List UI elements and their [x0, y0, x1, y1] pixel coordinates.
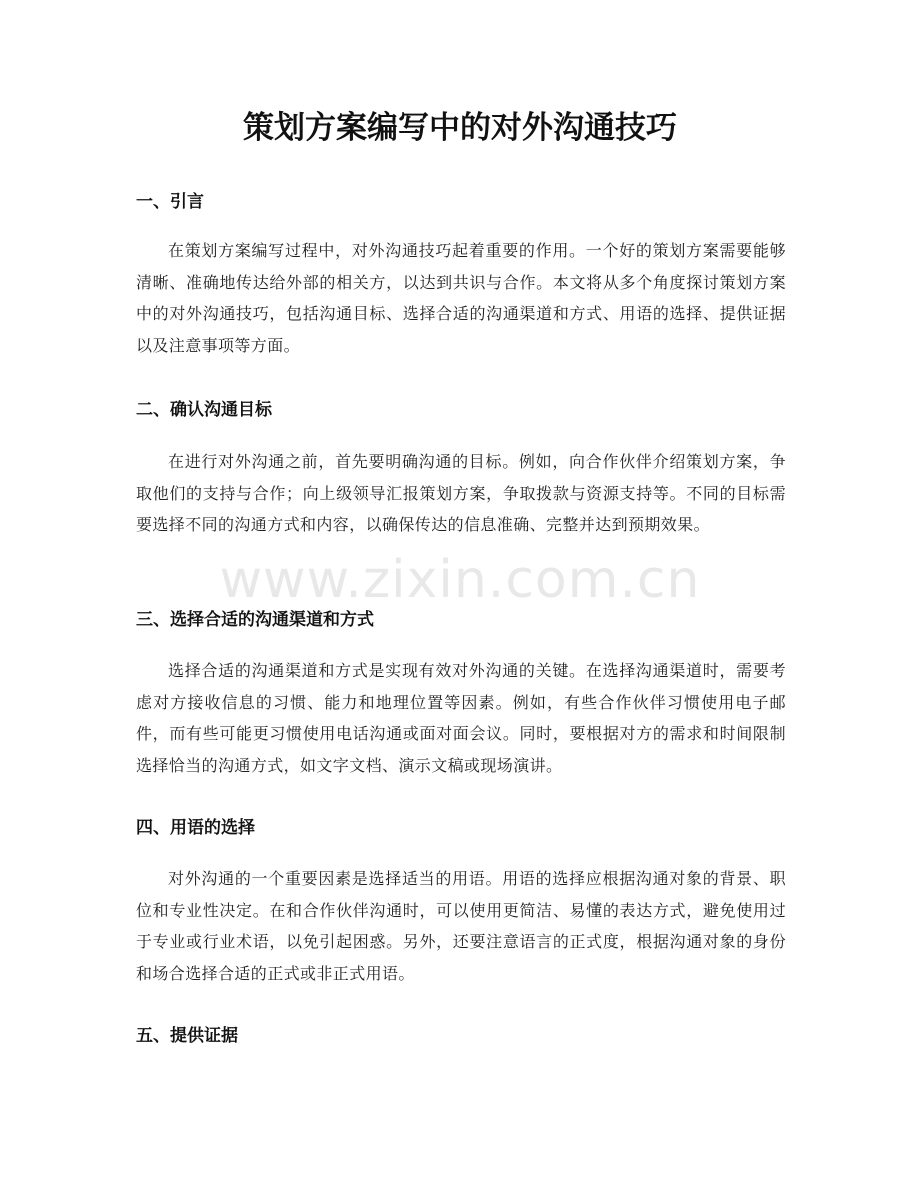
- section-heading-confirm-goal: 二、确认沟通目标: [136, 400, 272, 420]
- section-heading-channels: 三、选择合适的沟通渠道和方式: [136, 610, 374, 630]
- section-heading-wording: 四、用语的选择: [136, 818, 255, 838]
- section-paragraph-introduction: 在策划方案编写过程中，对外沟通技巧起着重要的作用。一个好的策划方案需要能够清晰、准确地传达给外部的相关方，以达到共识与合作。本文将从多个角度探讨策划方案中的对外沟通技巧，包括沟通目标、选择合适的沟通渠道和方式、用语的选择、提供证据以及注意事项等方面。: [136, 241, 786, 355]
- watermark: www.zixin.com.cn: [219, 550, 701, 610]
- section-heading-evidence: 五、提供证据: [136, 1026, 238, 1046]
- document-title: 策划方案编写中的对外沟通技巧: [243, 110, 677, 146]
- section-paragraph-channels: 选择合适的沟通渠道和方式是实现有效对外沟通的关键。在选择沟通渠道时，需要考虑对方接收信息的习惯、能力和地理位置等因素。例如，有些合作伙伴习惯使用电子邮件，而有些可能更习惯使用电话沟通或面对面会议。同时，要根据对方的需求和时间限制选择恰当的沟通方式，如文字文档、演示文稿或现场演讲。: [136, 661, 786, 775]
- section-heading-introduction: 一、引言: [136, 192, 204, 212]
- section-paragraph-wording: 对外沟通的一个重要因素是选择适当的用语。用语的选择应根据沟通对象的背景、职位和专业性决定。在和合作伙伴沟通时，可以使用更简洁、易懂的表达方式，避免使用过于专业或行业术语，以免引起困惑。另外，还要注意语言的正式度，根据沟通对象的身份和场合选择合适的正式或非正式用语。: [136, 869, 786, 983]
- section-paragraph-confirm-goal: 在进行对外沟通之前，首先要明确沟通的目标。例如，向合作伙伴介绍策划方案，争取他们的支持与合作；向上级领导汇报策划方案，争取拨款与资源支持等。不同的目标需要选择不同的沟通方式和内容，以确保传达的信息准确、完整并达到预期效果。: [136, 452, 786, 534]
